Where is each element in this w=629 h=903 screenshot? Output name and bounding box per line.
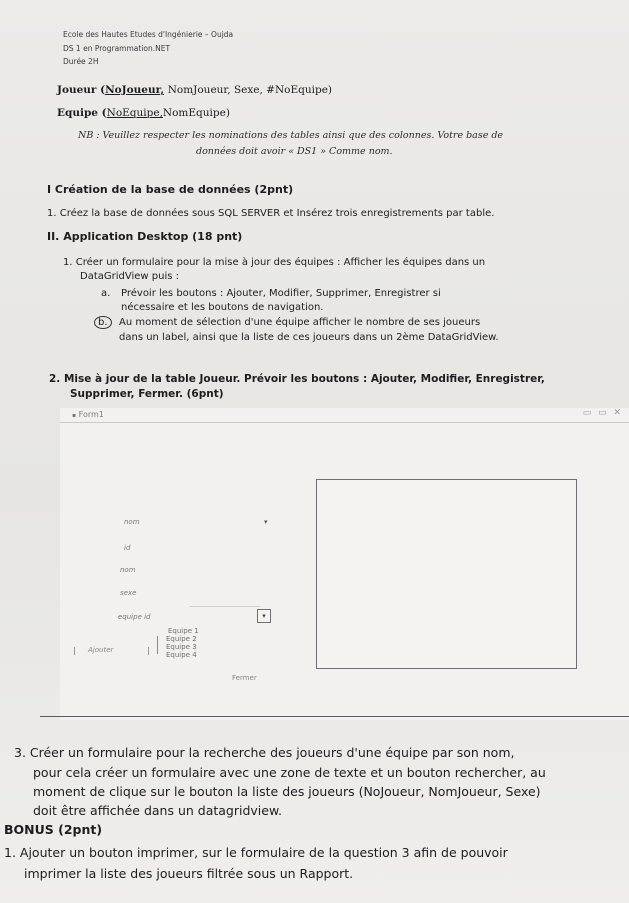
- school-name: Ecole des Hautes Etudes d'Ingénierie – Oujda: [63, 30, 234, 39]
- equipe-option-4[interactable]: Equipe 4: [166, 651, 197, 659]
- bonus-line2: imprimer la liste des joueurs filtrée sous un Rapport.: [24, 866, 354, 881]
- table-equipe-name: Equipe: [57, 107, 98, 119]
- equipe-combobox-arrow[interactable]: ▾: [257, 609, 271, 623]
- label-id: id: [124, 544, 131, 552]
- question-3-line2: pour cela créer un formulaire avec une zone de texte et un bouton rechercher, au: [33, 765, 546, 780]
- question-3-line4: doit être affichée dans un datagridview.: [33, 803, 283, 818]
- equipe-option-2[interactable]: Equipe 2: [166, 635, 197, 643]
- question-3-line3: moment de clique sur le bouton la liste des joueurs (NoJoueur, NomJoueur, Sexe): [33, 784, 541, 799]
- section-1-item-1: 1. Créez la base de données sous SQL SERVER et Insérez trois enregistrements par table.: [47, 208, 495, 219]
- section-1-title: I Création de la base de données (2pnt): [47, 183, 294, 196]
- window-controls[interactable]: ▭ ▭ ✕: [582, 408, 623, 418]
- question-1b-line2: dans un label, ainsi que la liste de ces joueurs dans un 2ème DataGridView.: [119, 332, 499, 343]
- equipe-option-3[interactable]: Equipe 3: [166, 643, 197, 651]
- nb-note-line1: NB : Veuillez respecter les nominations des tables ainsi que des colonnes. Votre base de: [78, 130, 504, 141]
- label-equipe-id: equipe id: [118, 613, 151, 621]
- form1-title: [72, 410, 104, 419]
- table-joueur-name: Joueur: [57, 84, 97, 96]
- question-1b-marker: b.: [94, 316, 112, 329]
- form-bottom-edge: [40, 716, 629, 717]
- question-1-line2: DataGridView puis :: [80, 271, 179, 282]
- form1-screenshot: [60, 408, 629, 720]
- table-joueur-key: NoJoueur,: [105, 84, 165, 96]
- bonus-line1: 1. Ajouter un bouton imprimer, sur le formulaire de la question 3 afin de pouvoir: [4, 845, 508, 860]
- ajouter-button[interactable]: Ajouter: [88, 646, 114, 654]
- question-2-line1: 2. Mise à jour de la table Joueur. Prévoir les boutons : Ajouter, Modifier, Enregistrer,: [49, 373, 545, 385]
- equipe-combobox[interactable]: [190, 606, 260, 607]
- course-name: DS 1 en Programmation.NET: [63, 44, 171, 53]
- label-nom: nom: [120, 566, 136, 574]
- question-1a-marker: a.: [101, 288, 111, 299]
- question-1b-line1: Au moment de sélection d'une équipe afficher le nombre de ses joueurs: [119, 317, 481, 328]
- dropdown-list-border: [157, 636, 158, 654]
- question-3-line1: 3. Créer un formulaire pour la recherche des joueurs d'une équipe par son nom,: [14, 745, 515, 760]
- bonus-title: BONUS (2pnt): [4, 822, 103, 837]
- schema-equipe: Equipe (NoEquipe,NomEquipe): [57, 107, 230, 119]
- nb-note-line2: données doit avoir « DS1 » Comme nom.: [196, 146, 393, 157]
- section-2-title: II. Application Desktop (18 pnt): [47, 230, 243, 243]
- question-1a-line2: nécessaire et les boutons de navigation.: [121, 302, 324, 313]
- table-joueur-columns: NomJoueur, Sexe, #NoEquipe): [167, 84, 333, 96]
- question-2-line2: Supprimer, Fermer. (6pnt): [70, 388, 224, 400]
- table-equipe-columns: NomEquipe): [162, 107, 230, 119]
- exam-duration: Durée 2H: [63, 57, 99, 66]
- ajouter-button-edge-right: [148, 647, 149, 655]
- dropdown-arrow-icon[interactable]: ▾: [264, 518, 268, 526]
- ajouter-button-edge: [74, 647, 75, 655]
- form1-title-text: Form1: [78, 410, 104, 419]
- form-icon: ▪: [72, 412, 77, 419]
- title-bar-divider: [60, 422, 629, 423]
- label-sexe: sexe: [120, 589, 137, 597]
- table-equipe-key: NoEquipe,: [106, 107, 163, 119]
- schema-joueur: Joueur (NoJoueur, NomJoueur, Sexe, #NoEquipe): [57, 84, 333, 96]
- question-1-line1: 1. Créer un formulaire pour la mise à jour des équipes : Afficher les équipes dans un: [63, 257, 486, 268]
- equipe-option-1[interactable]: Equipe 1: [168, 627, 199, 635]
- question-1a-line1: Prévoir les boutons : Ajouter, Modifier, Supprimer, Enregistrer si: [121, 288, 441, 299]
- joueurs-datagridview[interactable]: [316, 479, 577, 669]
- label-nom-top: nom: [124, 518, 140, 526]
- fermer-button[interactable]: Fermer: [232, 674, 257, 682]
